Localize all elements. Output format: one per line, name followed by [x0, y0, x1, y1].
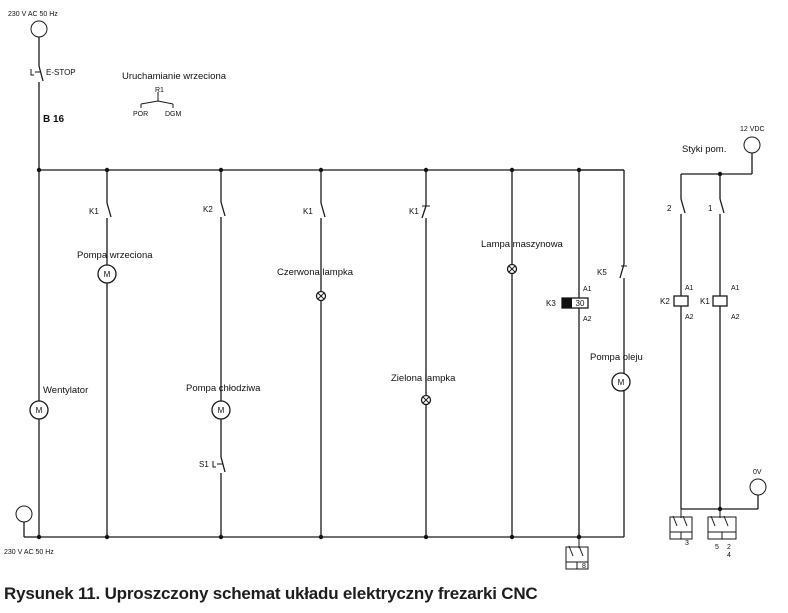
dgm-label: DGM — [165, 111, 182, 118]
supply-terminal-bottom — [16, 506, 32, 522]
ground-label: 0V — [753, 469, 762, 476]
k2-label: K2 — [203, 205, 213, 214]
svg-text:M: M — [217, 406, 225, 415]
pompa-chlodziwa-motor — [212, 401, 230, 419]
wentylator-label: Wentylator — [43, 385, 89, 396]
lampa-maszynowa-lamp — [508, 265, 517, 274]
k1-coil-label: K1 — [700, 297, 710, 306]
spindle-selector-switch — [141, 92, 173, 108]
figure-caption: Rysunek 11. Uproszczony schemat układu elektryczny frezarki CNC — [4, 584, 538, 603]
pompa-wrzeciona-motor — [98, 265, 116, 283]
zielona-lampka-lamp — [422, 396, 431, 405]
breaker-label: B 16 — [43, 114, 65, 125]
aux-contact-2-label: 2 — [667, 204, 672, 213]
dc-supply-terminal — [744, 137, 760, 153]
term-5-label: 5 — [715, 544, 719, 551]
czerwona-lampka-label: Czerwona lampka — [277, 267, 354, 278]
estop-label: E-STOP — [46, 68, 76, 77]
aux-contact-1-label: 1 — [708, 204, 713, 213]
aux-contact-1 — [720, 199, 724, 213]
k1-coil — [713, 296, 727, 306]
k5-contact — [620, 264, 627, 278]
ground-terminal — [750, 479, 766, 495]
s1-label: S1 — [199, 460, 209, 469]
bus-junctions — [37, 168, 581, 539]
svg-text:M: M — [103, 270, 111, 279]
k2-coil — [674, 296, 688, 306]
styki-pom-label: Styki pom. — [682, 144, 727, 155]
k3-terminal-label: 8 — [582, 563, 586, 570]
k1-terminal-block — [708, 516, 736, 539]
k3-timer-relay — [562, 298, 588, 308]
estop-contact — [31, 63, 43, 84]
wentylator-motor — [30, 401, 48, 419]
k2-terminal-block — [670, 516, 692, 539]
k5-label: K5 — [597, 268, 607, 277]
k3-a1-label: A1 — [583, 286, 592, 293]
pompa-wrzeciona-label: Pompa wrzeciona — [77, 250, 153, 261]
s1-switch — [213, 457, 225, 472]
por-label: POR — [133, 111, 149, 118]
supply-label-bottom: 230 V AC 50 Hz — [4, 549, 54, 556]
k1-red-label: K1 — [303, 207, 313, 216]
zielona-lampka-label: Zielona lampka — [391, 373, 456, 384]
svg-text:M: M — [35, 406, 43, 415]
spindle-contact-label: R1 — [155, 87, 164, 94]
term-3-label: 3 — [685, 540, 689, 547]
k3-a2-label: A2 — [583, 316, 592, 323]
k2-a1-label: A1 — [685, 285, 694, 292]
spindle-start-label: Uruchamianie wrzeciona — [122, 71, 227, 82]
pompa-oleju-motor — [612, 373, 630, 391]
k2-a2-label: A2 — [685, 314, 694, 321]
pompa-chlodziwa-label: Pompa chłodziwa — [186, 383, 261, 394]
k2-contact — [221, 202, 225, 216]
lampa-maszynowa-label: Lampa maszynowa — [481, 239, 563, 250]
k1-contact-red — [321, 203, 325, 217]
k1-a2-label: A2 — [731, 314, 740, 321]
svg-text:M: M — [617, 378, 625, 387]
svg-text:30: 30 — [575, 299, 585, 308]
k1-contact-green-nc — [422, 203, 430, 218]
k2-coil-label: K2 — [660, 297, 670, 306]
supply-label-top: 230 V AC 50 Hz — [8, 11, 58, 18]
k1-contact-spindle — [107, 203, 111, 217]
k3-label: K3 — [546, 299, 556, 308]
dc-supply-label: 12 VDC — [740, 126, 765, 133]
k1-spindle-label: K1 — [89, 207, 99, 216]
k1-a1-label: A1 — [731, 285, 740, 292]
aux-contact-2 — [681, 199, 685, 213]
k1-green-label: K1 — [409, 207, 419, 216]
term-2-label: 2 — [727, 544, 731, 551]
czerwona-lampka-lamp — [317, 292, 326, 301]
supply-terminal-top — [31, 21, 47, 37]
pompa-oleju-label: Pompa oleju — [590, 352, 643, 363]
term-4-label: 4 — [727, 552, 731, 559]
